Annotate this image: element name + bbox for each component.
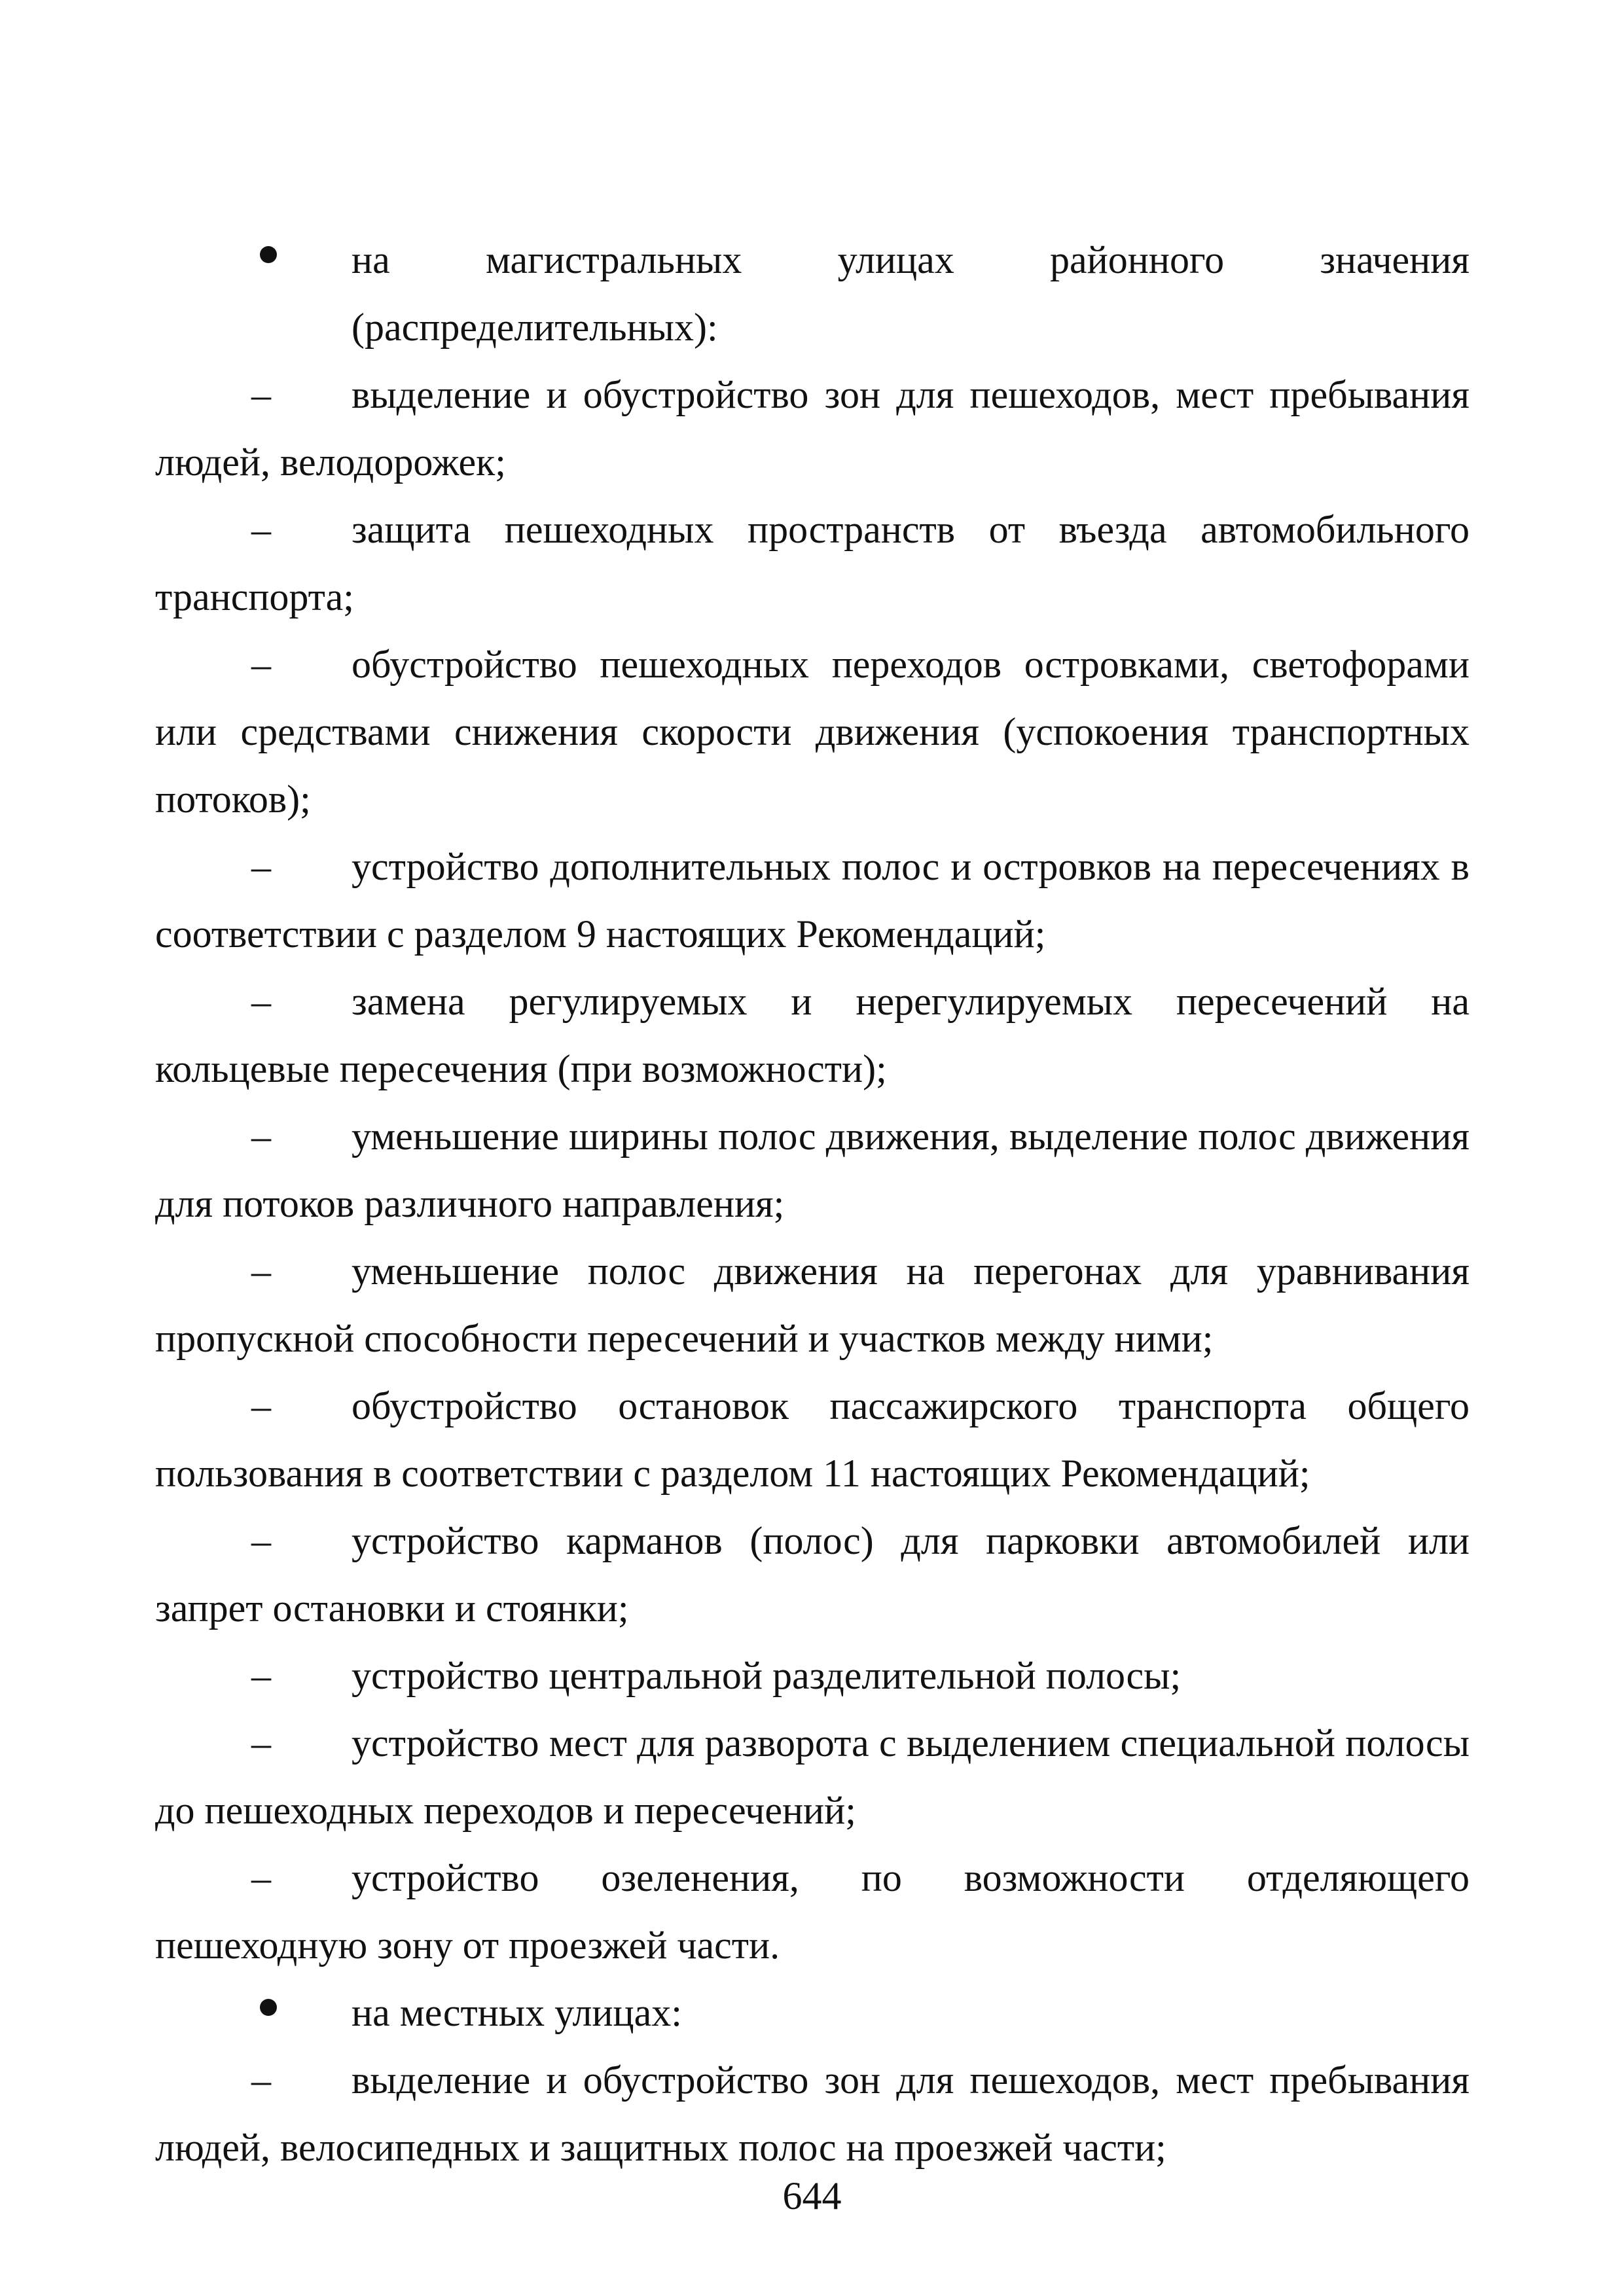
list-item (155, 1372, 1470, 1507)
dash-marker: – (251, 1721, 271, 1765)
dash-marker: – (251, 2058, 271, 2102)
list-item (155, 1642, 1470, 1710)
list-item-text: замена регулируемых и нерегулируемых пересечений на кольцевые пересечения (при возможности); (155, 980, 1470, 1090)
list-item (155, 968, 1470, 1103)
bullet-icon (260, 1999, 277, 2016)
list-item-text-continuation: (распределительных): (352, 306, 718, 349)
list-item (155, 1710, 1470, 1844)
list-item (155, 1507, 1470, 1642)
dash-marker: – (251, 1115, 271, 1158)
list-item (155, 226, 1470, 361)
dash-marker: – (251, 508, 271, 551)
list-item (155, 1844, 1470, 1979)
dash-marker: – (251, 643, 271, 686)
list-item-text: на местных улицах: (352, 1991, 682, 2034)
list-item-text: устройство центральной разделительной полосы; (352, 1654, 1182, 1697)
list-item-text: устройство дополнительных полос и островков на пересечениях в соответствии с разделом 9 настоящих Рекомендаций; (155, 845, 1470, 956)
list-item (155, 2047, 1470, 2181)
list-item-text: на магистральных улицах районного значения (352, 238, 1470, 281)
list-item (155, 631, 1470, 833)
list-item (155, 833, 1470, 968)
list-item-text: устройство мест для разворота с выделением специальной полосы до пешеходных переходов и пересечений; (155, 1721, 1470, 1832)
list-item (155, 361, 1470, 496)
list-item-text: обустройство остановок пассажирского транспорта общего пользования в соответствии с разделом 11 настоящих Рекомендаций; (155, 1384, 1470, 1495)
dash-marker: – (251, 373, 271, 416)
page-number: 644 (782, 2174, 842, 2217)
dash-marker: – (251, 980, 271, 1023)
list-item (155, 1103, 1470, 1238)
list-item (155, 1979, 1470, 2047)
list-item-text: уменьшение ширины полос движения, выделение полос движения для потоков различного направления; (155, 1115, 1470, 1225)
list-item-text: выделение и обустройство зон для пешеходов, мест пребывания людей, велодорожек; (155, 373, 1470, 484)
document-body (155, 226, 1470, 2181)
list-item-text: устройство карманов (полос) для парковки автомобилей или запрет остановки и стоянки; (155, 1519, 1470, 1630)
dash-marker: – (251, 1384, 271, 1427)
dash-marker: – (251, 1519, 271, 1562)
list-item (155, 496, 1470, 631)
bullet-icon (260, 246, 277, 263)
list-item-text: обустройство пешеходных переходов островками, светофорами или средствами снижения скорости движения (успокоения транспортных потоков); (155, 643, 1470, 821)
dash-marker: – (251, 1654, 271, 1697)
dash-marker: – (251, 845, 271, 888)
list-item-text: выделение и обустройство зон для пешеходов, мест пребывания людей, велосипедных и защитных полос на проезжей части; (155, 2058, 1470, 2169)
list-item-text: защита пешеходных пространств от въезда автомобильного транспорта; (155, 508, 1470, 619)
list-item (155, 1238, 1470, 1372)
dash-marker: – (251, 1249, 271, 1293)
dash-marker: – (251, 1856, 271, 1899)
list-item-text: уменьшение полос движения на перегонах для уравнивания пропускной способности пересечений и участков между ними; (155, 1249, 1470, 1360)
list-item-text: устройство озеленения, по возможности отделяющего пешеходную зону от проезжей части. (155, 1856, 1470, 1967)
